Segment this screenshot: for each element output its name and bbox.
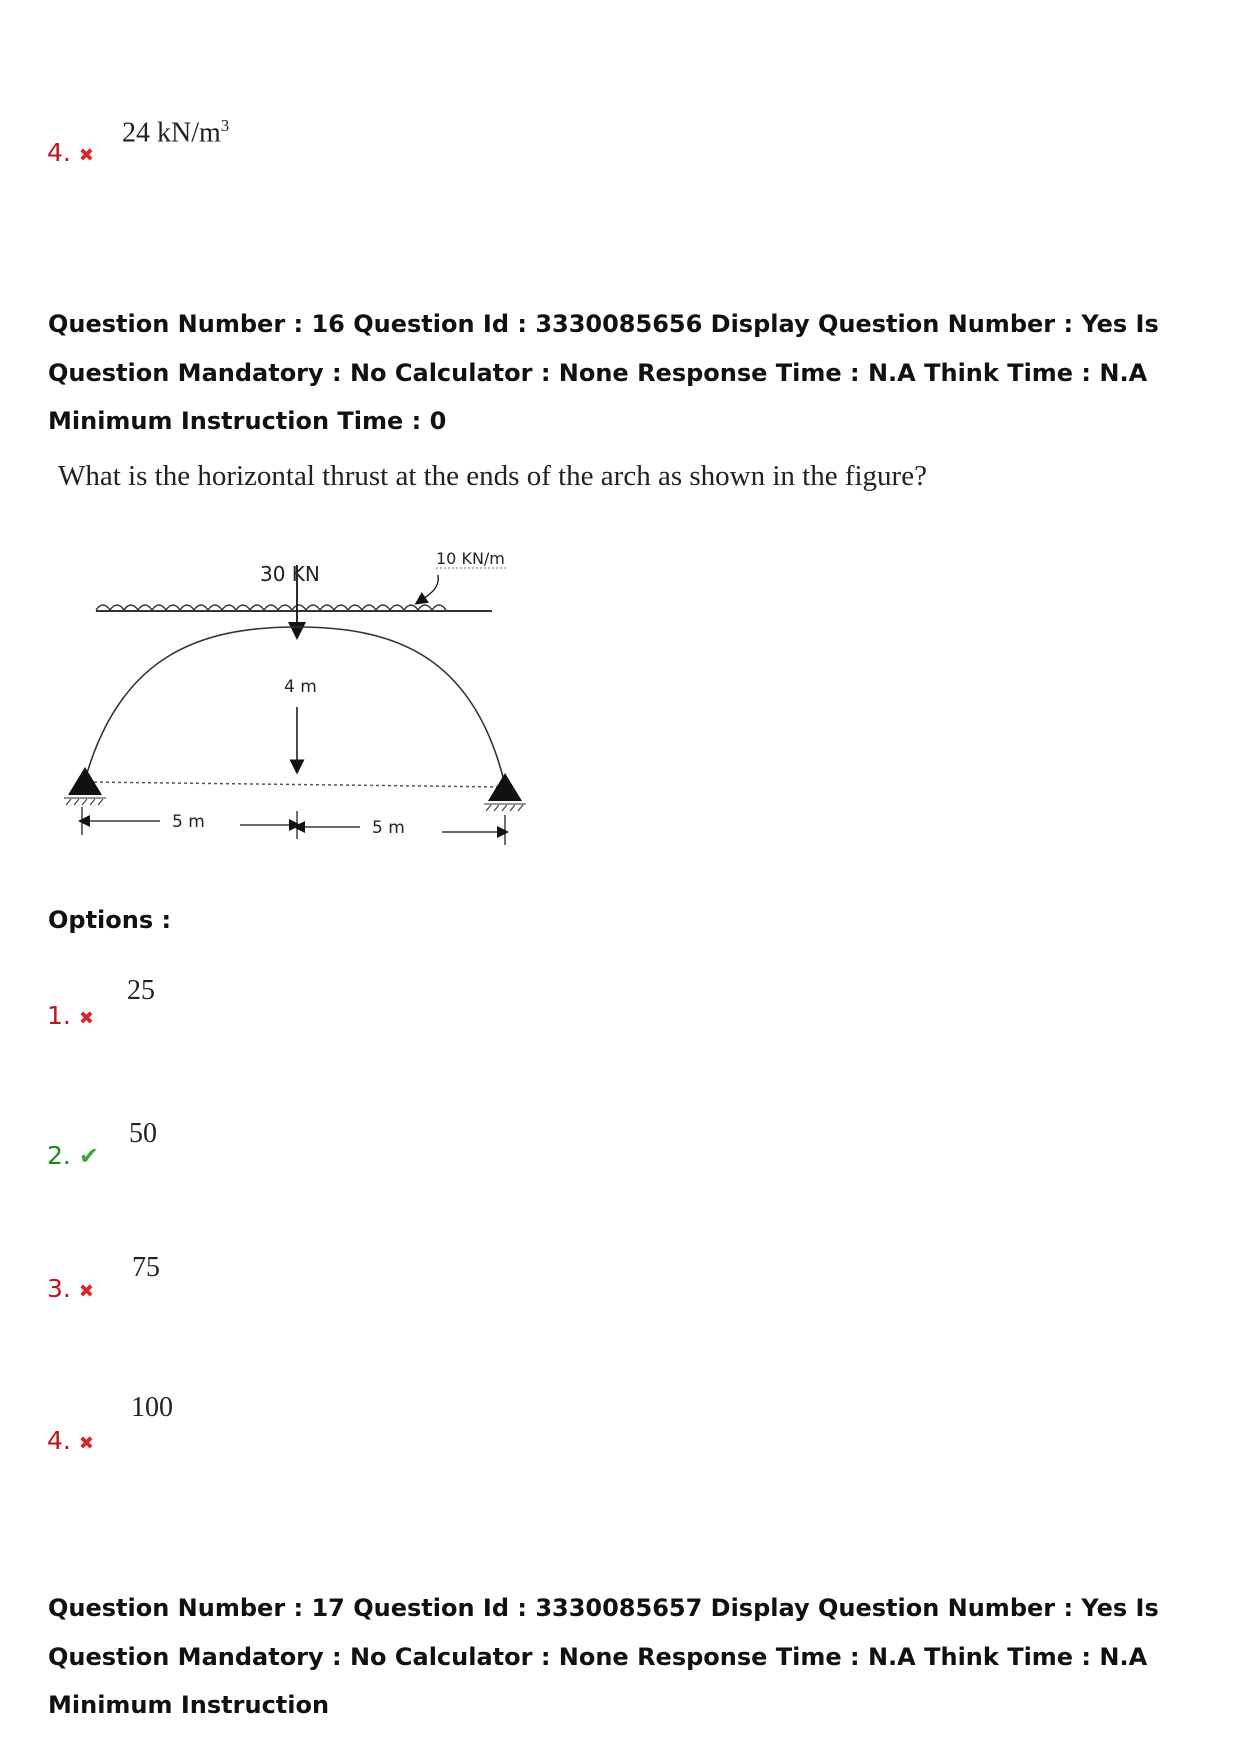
udl-wave — [96, 605, 446, 610]
left-support — [68, 767, 102, 795]
option-number: 4. — [47, 138, 71, 167]
udl-pointer — [420, 575, 438, 601]
option-value: 24 kN/m — [122, 117, 221, 149]
cross-icon: ✖ — [78, 1433, 94, 1454]
option-value-superscript: 3 — [220, 116, 230, 135]
rise-label: 4 m — [284, 677, 317, 697]
question-16-text: What is the horizontal thrust at the ends of the arch as shown in the figure? — [58, 460, 927, 492]
question-16-meta: Question Number : 16 Question Id : 3330085656 Display Question Number : Yes Is Question Mandatory : No Calculator : None Response Time : N.A Think Time : N.A Minimum Instruction Time : 0 — [48, 310, 1159, 435]
option-number: 4. — [47, 1426, 71, 1455]
question-17-meta: Question Number : 17 Question Id : 3330085657 Display Question Number : Yes Is Question Mandatory : No Calculator : None Response Time : N.A Think Time : N.A Minimum Instruction — [48, 1594, 1159, 1719]
option-3-value: 75 — [132, 1252, 160, 1283]
option-4-value: 100 — [131, 1392, 173, 1423]
udl-label: 10 KN/m — [436, 549, 505, 568]
options-label: Options : — [48, 906, 172, 934]
point-load-label: 30 KN — [260, 562, 320, 586]
option-2-value: 50 — [129, 1118, 157, 1149]
option-1 — [47, 1001, 94, 1030]
option-number: 3. — [47, 1274, 71, 1303]
cross-icon: ✖ — [78, 1008, 94, 1029]
option-number: 2. — [47, 1141, 71, 1170]
right-support — [488, 773, 522, 801]
cross-icon: ✖ — [78, 145, 94, 166]
arch-figure — [60, 535, 540, 875]
option-2 — [47, 1141, 99, 1170]
prev-option-4 — [47, 138, 94, 167]
option-4 — [47, 1426, 94, 1455]
prev-option-4-value — [122, 116, 229, 149]
arch-curve — [85, 627, 505, 785]
left-span-label: 5 m — [172, 812, 205, 832]
option-number: 1. — [47, 1001, 71, 1030]
option-1-value: 25 — [127, 975, 155, 1006]
check-icon: ✔ — [78, 1142, 99, 1170]
springing-line — [88, 782, 505, 787]
cross-icon: ✖ — [78, 1281, 94, 1302]
option-3 — [47, 1274, 94, 1303]
right-span-label: 5 m — [372, 818, 405, 838]
